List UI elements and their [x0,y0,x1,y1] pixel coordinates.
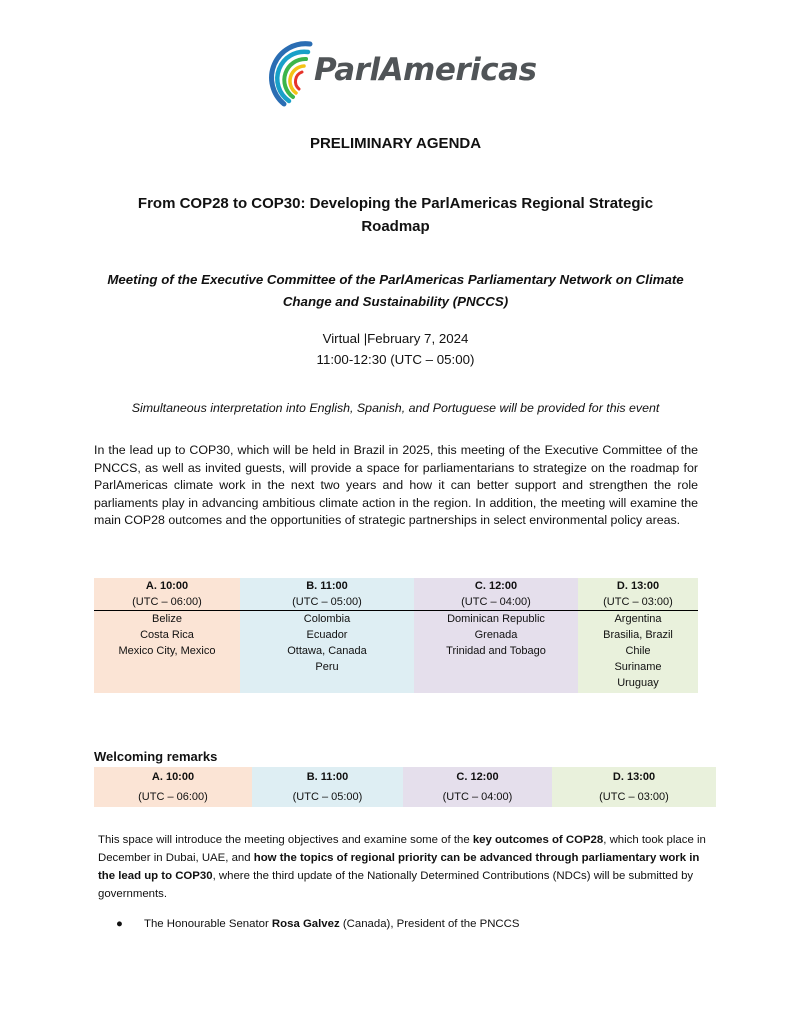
welcome-description: This space will introduce the meeting objectives and examine some of the key outcomes of COP28, which took place in December in Dubai, UAE, and how the topics of regional priority can be advanced through parliamentary work in the lead up to COP30, where the third update of the Nationally Determined Contributions (NDCs) will be submitted by governments. [98,834,706,900]
section-heading-welcome: Welcoming remarks [94,749,218,764]
welcome-time-a: A. 10:00 [94,767,252,787]
welcome-time-label-row [94,767,716,787]
timezone-places-a: Belize Costa Rica Mexico City, Mexico [94,611,240,694]
speaker-name: Rosa Galvez [271,918,340,930]
event-datetime [0,328,791,370]
timezone-header-a: A. 10:00 (UTC – 06:00) [94,578,240,611]
timezone-places-row [94,611,698,694]
welcome-time-d: D. 13:00 [552,767,716,787]
time-line: 11:00-12:30 (UTC – 05:00) [316,352,475,367]
logo-text: ParlAmericas [314,52,537,88]
timezone-places-d: Argentina Brasilia, Brazil Chile Suriname Uruguay [578,611,698,694]
date-line: Virtual |February 7, 2024 [322,331,469,346]
timezone-header-c: C. 12:00 (UTC – 04:00) [414,578,578,611]
bullet-icon: ● [116,918,123,930]
welcome-time-c: C. 12:00 [403,767,552,787]
timezone-places-c: Dominican Republic Grenada Trinidad and Tobago [414,611,578,694]
welcome-time-table [94,767,716,807]
timezone-header-d: D. 13:00 (UTC – 03:00) [578,578,698,611]
timezone-table [94,578,698,693]
logo-arcs-icon [262,38,322,110]
welcome-utc-b: (UTC – 05:00) [252,787,403,807]
parlamericas-logo [262,38,537,110]
welcome-utc-row [94,787,716,807]
welcome-time-b: B. 11:00 [252,767,403,787]
page-heading: PRELIMINARY AGENDA [309,135,482,152]
interpretation-note: Simultaneous interpretation into English, Spanish, and Portuguese will be provided for this event [131,401,660,415]
welcome-utc-a: (UTC – 06:00) [94,787,252,807]
welcome-utc-c: (UTC – 04:00) [403,787,552,807]
intro-paragraph: In the lead up to COP30, which will be held in Brazil in 2025, this meeting of the Executive Committee of the PNCCS, as well as invited guests, will provide a space for parliamentarians to strategize on the roadmap for ParlAmericas climate work in the next two years and how it can better support and strengthen the role parliaments play in advancing ambitious climate action in the region. In addition, the meeting will examine the main COP28 outcomes and the opportunities of strategic partnerships in select environmental policy areas. [94,443,698,527]
page-title: From COP28 to COP30: Developing the ParlAmericas Regional Strategic Roadmap [137,195,654,235]
timezone-header-b: B. 11:00 (UTC – 05:00) [240,578,414,611]
timezone-header-row [94,578,698,611]
welcome-utc-d: (UTC – 03:00) [552,787,716,807]
page-subtitle: Meeting of the Executive Committee of the ParlAmericas Parliamentary Network on Climate Change and Sustainability (PNCCS) [107,272,684,309]
speaker-list-item: ● The Honourable Senator Rosa Galvez (Canada), President of the PNCCS [116,918,520,930]
timezone-places-b: Colombia Ecuador Ottawa, Canada Peru [240,611,414,694]
